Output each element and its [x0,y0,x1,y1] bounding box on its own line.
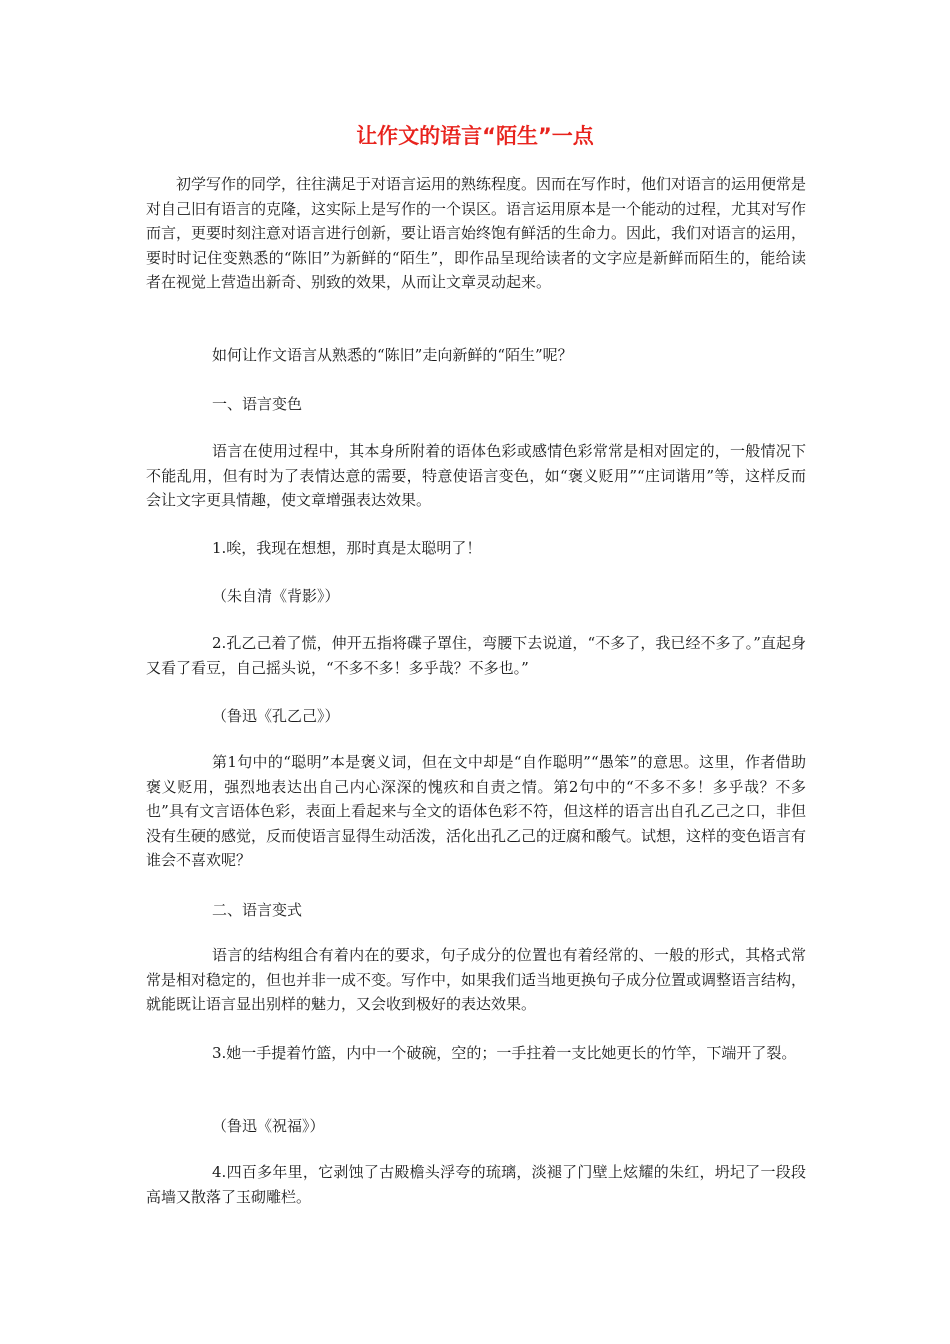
example-1-source: （朱自清《背影》） [212,587,340,605]
question-paragraph: 如何让作文语言从熟悉的“陈旧”走向新鲜的“陌生”呢？ [212,346,573,364]
example-3: 3.她一手提着竹篮，内中一个破碗，空的；一手拄着一支比她更长的竹竿，下端开了裂。 [212,1044,797,1062]
section-heading-1: 一、语言变色 [212,395,303,413]
example-1: 1.唉，我现在想想，那时真是太聪明了！ [212,539,482,557]
analysis-paragraph: 第1句中的“聪明”本是褒义词，但在文中却是“自作聪明”“愚笨”的意思。这里，作者借助褒义贬用，强烈地表达出自己内心深深的愧疚和自责之情。第2句中的“不多不多！多乎哉？不多也”具有文言语体色彩，表面上看起来与全文的语体色彩不符，但这样的语言出自孔乙己之口，非但没有生硬的感觉，反而使语言显得生动活泼，活化出孔乙己的迂腐和酸气。试想，这样的变色语言有谁会不喜欢呢？ [146,753,807,869]
section-heading-2: 二、语言变式 [212,901,303,919]
example-2-source: （鲁迅《孔乙己》） [212,707,340,725]
intro-paragraph: 初学写作的同学，往往满足于对语言运用的熟练程度。因而在写作时，他们对语言的运用便常是对自己旧有语言的克隆，这实际上是写作的一个误区。语言运用原本是一个能动的过程，尤其对写作而言，更要时刻注意对语言进行创新，要让语言始终饱有鲜活的生命力。因此，我们对语言的运用，要时时记住变熟悉的“陈旧”为新鲜的“陌生”，即作品呈现给读者的文字应是新鲜而陌生的，能给读者在视觉上营造出新奇、别致的效果，从而让文章灵动起来。 [146,175,807,291]
example-3-source: （鲁迅《祝福》） [212,1117,325,1135]
document-title: 让作文的语言“陌生”一点 [356,124,594,148]
section-2-paragraph: 语言的结构组合有着内在的要求，句子成分的位置也有着经常的、一般的形式，其格式常常是相对稳定的，但也并非一成不变。写作中，如果我们适当地更换句子成分位置或调整语言结构，就能既让语言显出别样的魅力，又会收到极好的表达效果。 [146,946,807,1013]
example-2: 2.孔乙己着了慌，伸开五指将碟子罩住，弯腰下去说道，“不多了，我已经不多了。”直起身又看了看豆，自己摇头说，“不多不多！多乎哉？不多也。” [146,634,806,677]
section-1-paragraph: 语言在使用过程中，其本身所附着的语体色彩或感情色彩常常是相对固定的，一般情况下不能乱用，但有时为了表情达意的需要，特意使语言变色，如“褒义贬用”“庄词谐用”等，这样反而会让文字更具情趣，使文章增强表达效果。 [146,442,806,509]
example-4: 4.四百多年里，它剥蚀了古殿檐头浮夸的琉璃，淡褪了门壁上炫耀的朱红，坍圮了一段段高墙又散落了玉砌雕栏。 [146,1163,806,1206]
